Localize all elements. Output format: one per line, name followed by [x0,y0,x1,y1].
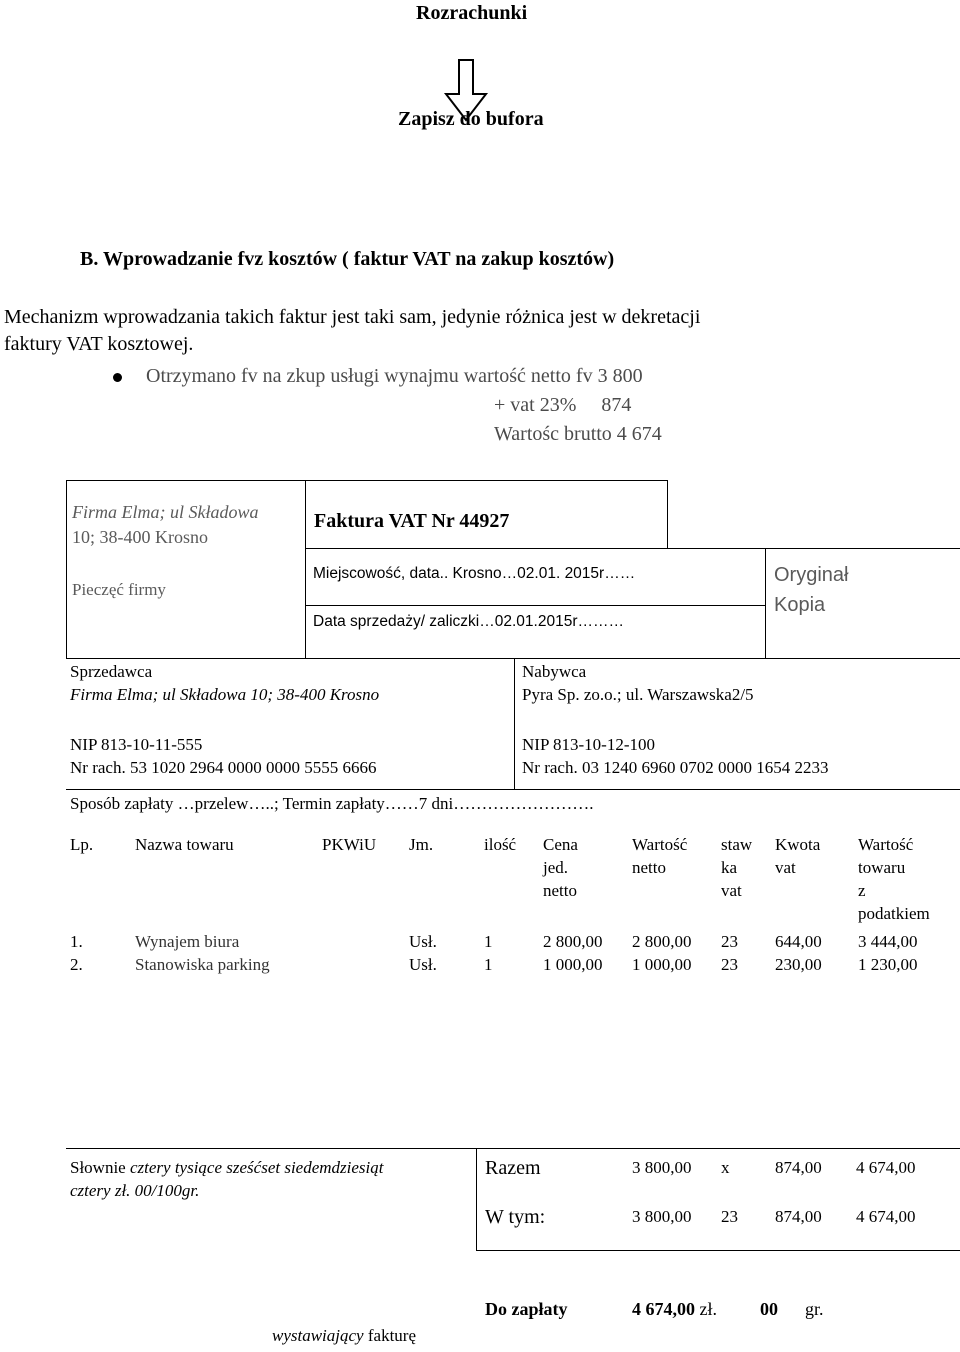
payment-terms: Sposób zapłaty …przelew…..; Termin zapłaty……7 dni……………………. [70,794,594,813]
section-heading: B. Wprowadzanie fvz kosztów ( faktur VAT na zakup kosztów) [80,248,615,270]
seller-nip: NIP 813-10-11-555 [70,735,203,754]
bullet-icon [113,373,122,382]
intro-line-1: Mechanizm wprowadzania takich faktur jest taki sam, jedynie różnica jest w dekretacji [4,306,701,328]
of-which-rate: 23 [721,1207,738,1226]
of-which-net: 3 800,00 [632,1207,692,1226]
total-net: 3 800,00 [632,1158,692,1177]
issuer-label: wystawiający fakturę [272,1326,416,1345]
cell-unit: Usł. Usł. [409,932,437,974]
header-pkwiu: PKWiU [322,835,377,854]
due-label: Do zapłaty [485,1299,568,1319]
header-qty: ilość [484,835,517,854]
intro-line-2: faktury VAT kosztowej. [4,333,194,355]
cell-price: 2 800,00 1 000,00 [543,932,603,974]
cell-name: Wynajem biura Stanowiska parking [135,932,270,974]
original-label: Oryginał [774,564,849,586]
amount-in-words: Słownie cztery tysiące sześćset siedemdziesiąt [70,1158,384,1177]
header-net: Wartość netto [632,835,688,877]
place-date: Miejscowość, data.. Krosno…02.01. 2015r…… [313,565,636,582]
total-vat: 874,00 [775,1158,822,1177]
amount-in-words-line-2: cztery zł. 00/100gr. [70,1181,200,1200]
received-invoice-line: Otrzymano fv na zkup usługi wynajmu wartość netto fv 3 800 [146,365,643,387]
seller-stamp-line-2: 10; 38-400 Krosno [72,527,208,547]
cell-lp: 1. 2. [70,932,83,974]
seller-stamp-line-1: Firma Elma; ul Składowa [72,502,259,522]
header-vat: Kwota vat [775,835,821,877]
due-amount: 4 674,00 zł. [632,1299,717,1319]
of-which-vat: 874,00 [775,1207,822,1226]
due-grosze-label: gr. [805,1299,824,1319]
header-rate: staw ka vat [721,835,753,900]
seller-name: Firma Elma; ul Składowa 10; 38-400 Krosno [70,685,380,704]
cell-vat: 644,00 230,00 [775,932,822,974]
header-lp: Lp. [70,835,94,854]
stamp-label: Pieczęć firmy [72,580,166,599]
page-title: Rozrachunki [416,2,528,24]
buyer-account: Nr rach. 03 1240 6960 0702 0000 1654 2233 [522,758,829,777]
cell-qty: 1 1 [484,932,493,974]
header-gross: Wartość towaru z podatkiem [858,835,930,923]
total-gross: 4 674,00 [856,1158,916,1177]
total-rate: x [721,1158,730,1177]
copy-label: Kopia [774,594,826,616]
cell-net: 2 800,00 1 000,00 [632,932,692,974]
cell-gross: 3 444,00 1 230,00 [858,932,918,974]
sale-date: Data sprzedaży/ zaliczki…02.01.2015r……… [313,613,624,630]
buyer-label: Nabywca [522,662,587,681]
seller-label: Sprzedawca [70,662,153,681]
of-which-gross: 4 674,00 [856,1207,916,1226]
invoice-title: Faktura VAT Nr 44927 [314,510,510,532]
buyer-name: Pyra Sp. zo.o.; ul. Warszawska2/5 [522,685,754,704]
of-which-label: W tym: [485,1206,546,1228]
buyer-nip: NIP 813-10-12-100 [522,735,655,754]
header-price: Cena jed. netto [543,835,578,900]
header-unit: Jm. [409,835,434,854]
due-grosze-value: 00 [760,1299,778,1319]
header-name: Nazwa towaru [135,835,234,854]
save-to-buffer-caption: Zapisz do bufora [398,108,544,130]
seller-account: Nr rach. 53 1020 2964 0000 0000 5555 6666 [70,758,377,777]
cell-rate: 23 23 [721,932,738,974]
gross-line: Wartośc brutto 4 674 [494,423,662,445]
total-label: Razem [485,1157,541,1179]
vat-line: + vat 23% 874 [494,394,632,416]
